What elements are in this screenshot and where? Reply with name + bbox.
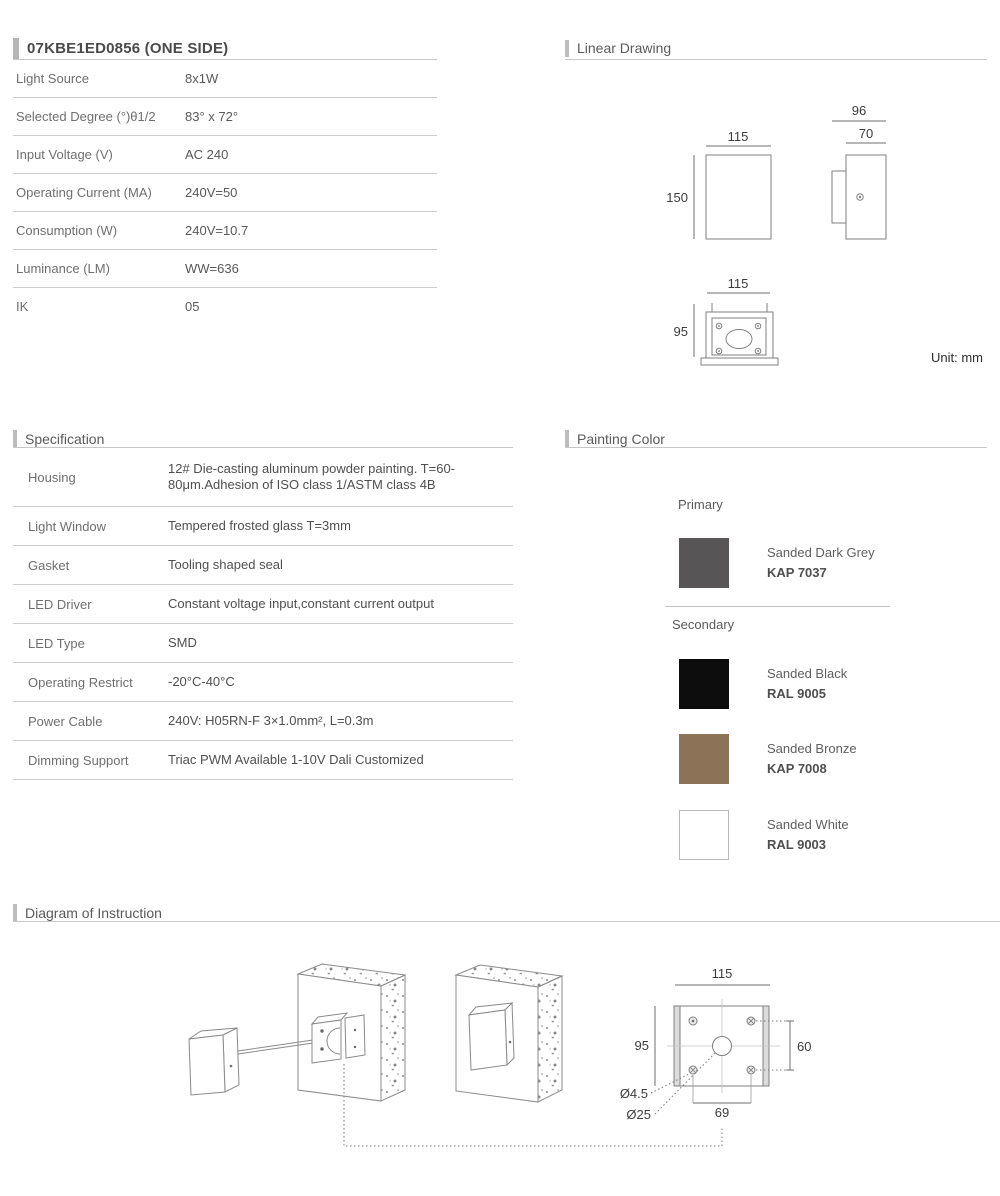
wall-figure-mounted [456,965,562,1102]
table-row [13,98,437,136]
product-title-header [13,37,437,60]
bottom-view-cable-hole [726,330,752,349]
table-row [13,741,513,780]
dim-label-screw-spacing-v: 60 [797,1039,812,1054]
row-value: 240V=10.7 [185,223,249,238]
table-row [13,663,513,702]
section-accent-bar [565,40,569,57]
bottom-view-flange [701,358,778,365]
row-value: AC 240 [185,147,229,162]
color-name: Sanded Dark Grey [767,545,875,560]
row-value: -20°C-40°C [168,674,235,689]
screw-center-dot [692,1020,695,1023]
section-header-diagram-of-instruction [13,904,1000,922]
color-swatch-bronze [679,734,729,784]
row-label: Housing [28,469,76,485]
section-title: Linear Drawing [577,40,672,56]
color-swatch-black [679,659,729,709]
dim-label-front-height: 150 [666,190,688,205]
section-title: Specification [25,430,105,447]
row-value: WW=636 [185,261,239,276]
row-label: Consumption (W) [16,223,118,238]
dim-label-side-width: 70 [858,126,874,141]
lamp-screw-dot [509,1041,512,1044]
table-row [13,702,513,741]
table-row [13,507,513,546]
secondary-group-label: Secondary [672,617,735,632]
side-view-backplate [832,171,846,223]
row-label: IK [16,299,29,314]
row-label: LED Type [28,635,85,651]
dim-label-plate-width: 115 [711,966,733,981]
color-name: Sanded White [767,817,849,832]
color-name: Sanded Bronze [767,741,857,756]
dim-label-front-width: 115 [727,129,749,144]
color-code: KAP 7037 [767,565,827,580]
color-code: RAL 9003 [767,837,827,852]
row-label: LED Driver [28,596,92,612]
color-code: RAL 9005 [767,686,827,701]
section-accent-bar [565,430,569,447]
lamp-body-detached [189,1028,239,1095]
row-label: Operating Restrict [28,674,133,690]
row-value: 05 [185,299,200,314]
linear-drawing [565,100,1000,380]
color-text [767,810,849,860]
row-label: Gasket [28,557,70,573]
dim-label-bottom-width: 115 [727,276,749,291]
product-spec-table [13,60,437,325]
row-label: Operating Current (MA) [16,185,152,200]
row-label: Selected Degree (°)θ1/2 [16,109,156,124]
side-view-body [846,155,886,239]
row-value: 240V=50 [185,185,238,200]
row-value: Tempered frosted glass T=3mm [168,518,351,533]
row-value: 8x1W [185,71,219,86]
title-accent-bar [13,38,19,59]
section-header-painting-color [565,430,987,448]
screw-dots [718,196,861,352]
color-text [767,538,875,588]
lamp-body-mounted [469,1003,514,1070]
row-label: Light Window [28,518,107,534]
row-value: SMD [168,635,197,650]
row-label: Dimming Support [28,752,129,768]
unit-label: Unit: mm [931,350,983,365]
lamp-screw-dot [230,1065,233,1068]
row-value: 240V: H05RN-F 3×1.0mm², L=0.3m [168,713,374,728]
product-title: 07KBE1ED0856 (ONE SIDE) [27,39,229,57]
row-label: Input Voltage (V) [16,147,113,162]
table-row [13,212,437,250]
table-row [13,136,437,174]
section-title: Diagram of Instruction [25,904,162,921]
section-header-specification [13,430,513,448]
dim-label-side-depth: 96 [851,103,867,118]
front-view-body [706,155,771,239]
color-option-row [679,810,849,860]
row-value: Tooling shaped seal [168,557,283,572]
table-row [13,448,513,507]
row-label: Luminance (LM) [16,261,110,276]
color-option-row [679,734,857,784]
row-value: Constant voltage input,constant current output [168,596,434,611]
dim-label-bottom-depth: 95 [673,324,688,339]
color-option-row [679,538,875,588]
primary-group-label: Primary [678,497,723,512]
dim-label-screw-dia: Ø4.5 [619,1086,648,1101]
table-row [13,546,513,585]
dim-label-cable-hole-dia: Ø25 [626,1107,651,1122]
color-text [767,734,857,784]
table-row [13,585,513,624]
table-row [13,288,437,325]
section-accent-bar [13,430,17,447]
color-swatch-white [679,810,729,860]
table-row [13,624,513,663]
mounting-bracket [312,1013,365,1063]
row-value: 12# Die-casting aluminum powder painting. T=60-80μm.Adhesion of ISO class 1/ASTM class 4B [168,461,456,492]
color-code: KAP 7008 [767,761,827,776]
row-value: 83° x 72° [185,109,239,124]
row-label: Power Cable [28,713,103,729]
row-value: Triac PWM Available 1-10V Dali Customized [168,752,424,767]
section-title: Painting Color [577,430,665,447]
section-header-linear-drawing [565,37,987,60]
mounting-plate-detail [620,966,812,1122]
bottom-view-clips [712,303,767,312]
table-row [13,250,437,288]
row-label: Light Source [16,71,89,86]
wall-side-face [381,975,405,1101]
table-row [13,60,437,98]
dim-label-plate-height: 95 [634,1038,649,1053]
color-name: Sanded Black [767,666,848,681]
specification-table [13,448,513,780]
color-swatch-dark-grey [679,538,729,588]
plate-cable-hole [713,1037,732,1056]
color-group-divider [665,606,890,607]
instruction-diagram [0,940,1000,1196]
table-row [13,174,437,212]
section-accent-bar [13,904,17,921]
fixture-outlines [701,155,886,365]
dim-label-screw-spacing-h: 69 [714,1105,730,1120]
color-option-row [679,659,847,709]
wall-side-face [538,976,562,1102]
color-text [767,659,847,709]
